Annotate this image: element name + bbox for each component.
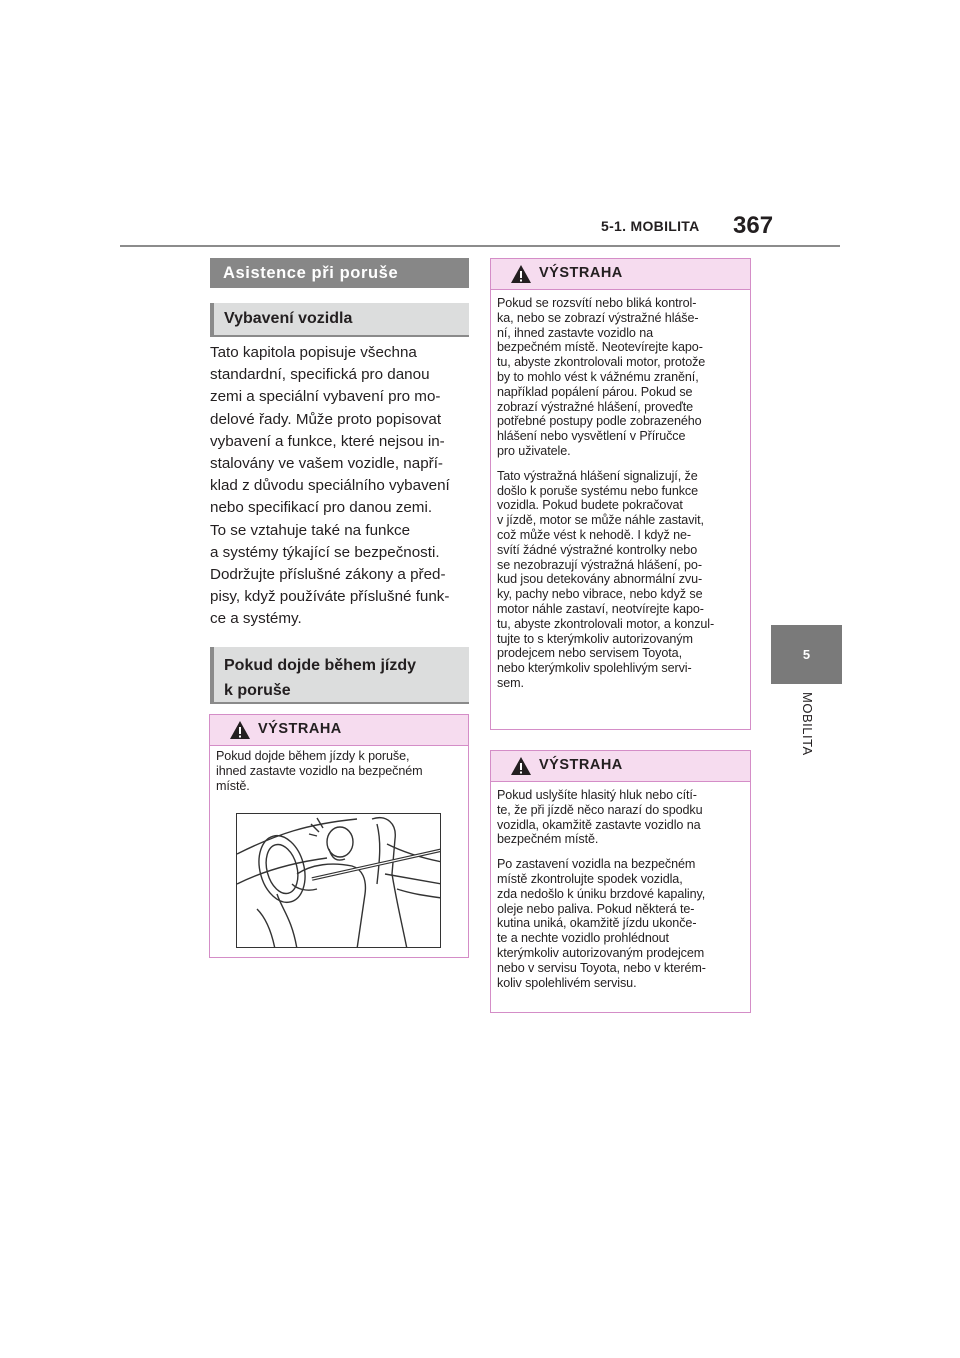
warning-triangle-icon <box>229 720 251 740</box>
warning-line: motor náhle zastaví, neotvírejte kapo- <box>497 601 704 616</box>
body-line: Tato kapitola popisuje všechna <box>210 344 417 361</box>
warning-line: tu, abyste zkontrolovali motor, a konzul- <box>497 616 715 631</box>
chapter-side-label <box>772 690 842 790</box>
warning-box-warning-lights <box>490 258 751 730</box>
warning-triangle-icon <box>510 756 532 776</box>
warning-line: zobrazí výstražné hlášení, proveďte <box>497 399 694 414</box>
warning-line: například popálení párou. Pokud se <box>497 384 693 399</box>
warning-line: Pokud dojde během jízdy k poruše, <box>216 749 410 763</box>
illustration-drawing <box>237 814 441 948</box>
chapter-tab <box>771 625 842 684</box>
warning-title: VÝSTRAHA <box>539 757 623 773</box>
warning-line: Pokud se rozsvítí nebo bliká kontrol- <box>497 296 697 310</box>
body-line: ce a systémy. <box>210 610 302 628</box>
warning-line: oleje nebo paliva. Pokud některá te- <box>497 901 695 916</box>
page-number: 367 <box>733 212 774 239</box>
body-line: vybavení a funkce, které nejsou in- <box>210 432 445 450</box>
warning-line: nebo kterýmkoliv spolehlivým servi- <box>497 661 692 676</box>
subheading-breakdown-while-driving <box>210 647 469 704</box>
warning-line: což může vést k nehodě. I když ne- <box>497 527 691 542</box>
warning-line: te, že při jízdě něco narazí do spodku <box>497 802 703 817</box>
warning-line: hlášení nebo vysvětlení v Příručce <box>497 429 686 444</box>
body-line: zemi a speciální vybavení pro mo- <box>210 388 441 406</box>
warning-line: pro uživatele. <box>497 443 571 458</box>
warning-line: ky, pachy nebo vibrace, nebo když se <box>497 587 703 602</box>
warning-line: prodejcem nebo servisem Toyota, <box>497 646 682 661</box>
warning-line: místě zkontrolujte spodek vozidla, <box>497 871 683 886</box>
warning-line: kud jsou detekovány abnormální zvu- <box>497 572 703 587</box>
warning-box-underbody-impact <box>490 750 751 1013</box>
warning-line: koliv spolehlivém servisu. <box>497 975 637 990</box>
section-title-text: Asistence při poruše <box>223 263 399 282</box>
warning-line: vozidla. Pokud budete pokračovat <box>497 498 683 513</box>
body-line: stalovány ve vašem vozidle, napří- <box>210 455 443 473</box>
warning-line: se nezobrazují výstražná hlášení, po- <box>497 557 702 572</box>
body-line: pisy, když používáte příslušné funk- <box>210 588 450 606</box>
section-title: 5-1. MOBILITA <box>601 218 700 234</box>
warning-line: nebo v servisu Toyota, nebo v kterém- <box>497 960 706 975</box>
driver-stopping-car-illustration <box>236 813 441 948</box>
body-line: a systémy týkající se bezpečnosti. <box>210 543 440 561</box>
warning-line: potřebné postupy podle zobrazeného <box>497 414 702 429</box>
warning-paragraph <box>497 788 742 847</box>
warning-title: VÝSTRAHA <box>539 265 623 281</box>
chapter-label-text: MOBILITA <box>800 692 815 756</box>
warning-line: svítí žádné výstražné kontrolky nebo <box>497 542 698 557</box>
warning-header <box>491 751 750 782</box>
body-line: klad z důvodu speciálního vybavení <box>210 477 450 495</box>
subheading-vehicle-equipment <box>210 303 469 337</box>
warning-triangle-icon <box>510 264 532 284</box>
warning-header <box>491 259 750 290</box>
warning-line: bezpečném místě. Neotevírejte kapo- <box>497 340 703 355</box>
warning-line: Tato výstražná hlášení signalizují, že <box>497 468 698 483</box>
warning-line: tujte to s kterýmkoliv autorizovaným <box>497 631 693 646</box>
warning-text <box>491 782 750 996</box>
warning-line: by to mohlo vést k vážnému zranění, <box>497 369 699 384</box>
body-line: To se vztahuje také na funkce <box>210 521 411 539</box>
warning-line: Po zastavení vozidla na bezpečném <box>497 857 696 872</box>
warning-paragraph <box>497 857 742 990</box>
intro-paragraph <box>210 342 475 631</box>
body-line: standardní, specifická pro danou <box>210 366 430 384</box>
chapter-number: 5 <box>802 647 811 662</box>
header-rule <box>120 245 840 247</box>
body-line: nebo specifikací pro danou zemi. <box>210 499 433 517</box>
warning-line: ihned zastavte vozidlo na bezpečném <box>216 763 423 778</box>
warning-line: místě. <box>216 778 250 793</box>
warning-line: kterýmkoliv autorizovaným prodejcem <box>497 945 705 960</box>
warning-line: ka, nebo se zobrazí výstražné hláše- <box>497 310 699 325</box>
warning-line: vozidla, okamžitě zastavte vozidlo na <box>497 817 701 832</box>
warning-header <box>210 715 468 746</box>
warning-paragraph <box>497 296 742 459</box>
warning-text <box>491 290 750 697</box>
warning-line: v jízdě, motor se může náhle zastavit, <box>497 513 704 528</box>
warning-title: VÝSTRAHA <box>258 721 342 737</box>
warning-line: tu, abyste zkontrolovali motor, protože <box>497 355 706 370</box>
warning-line: ní, ihned zastavte vozidlo na <box>497 325 654 340</box>
subheading-line: Pokud dojde během jízdy <box>224 657 417 674</box>
section-title-bar <box>210 258 469 288</box>
warning-text <box>210 746 468 799</box>
body-line: delové řady. Může proto popisovat <box>210 410 442 428</box>
warning-paragraph <box>497 469 742 691</box>
subheading-line: k poruše <box>224 682 291 699</box>
warning-line: Pokud uslyšíte hlasitý hluk nebo cítí- <box>497 788 697 802</box>
warning-line: zda nedošlo k úniku brzdové kapaliny, <box>497 886 706 901</box>
warning-line: bezpečném místě. <box>497 832 599 847</box>
warning-line: sem. <box>497 675 524 690</box>
subheading-text: Vybavení vozidla <box>224 310 353 327</box>
warning-line: kutina uniká, okamžitě jízdu ukonče- <box>497 916 697 931</box>
body-line: Dodržujte příslušné zákony a před- <box>210 566 446 584</box>
warning-line: došlo k poruše systému nebo funkce <box>497 483 699 498</box>
warning-line: te a nechte vozidlo prohlédnout <box>497 931 669 946</box>
